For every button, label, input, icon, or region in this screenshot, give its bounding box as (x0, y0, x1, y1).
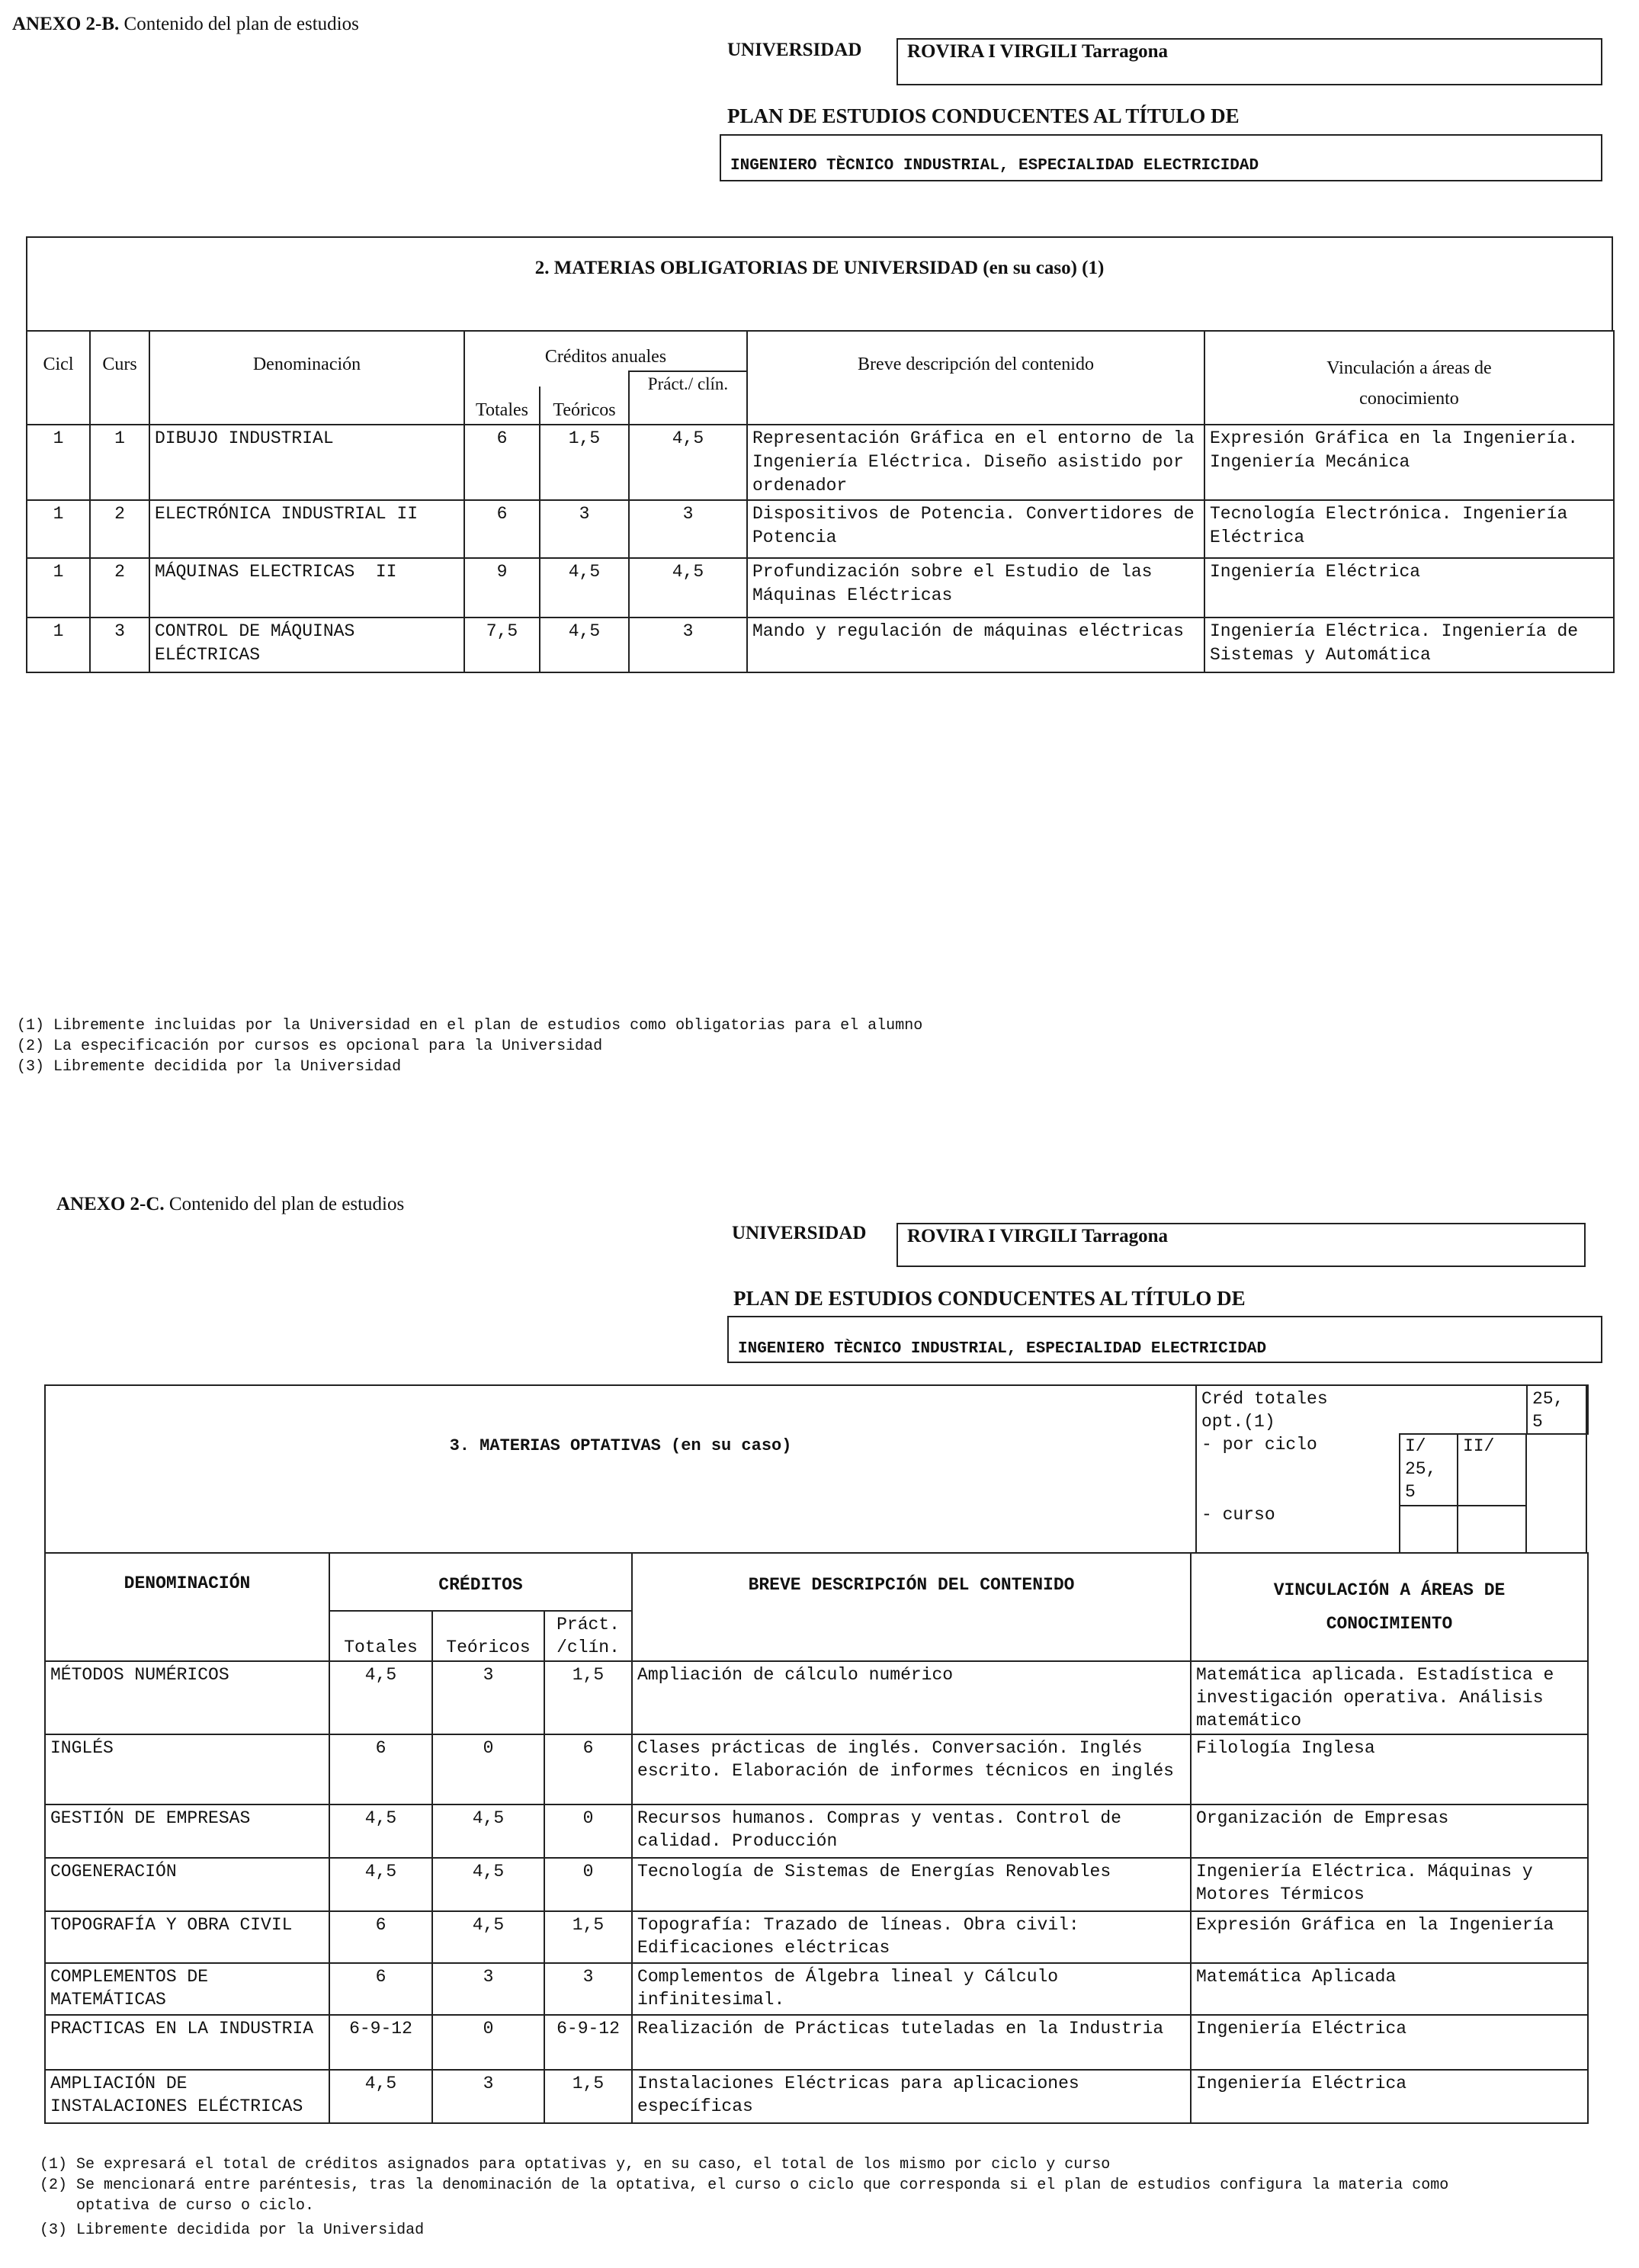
cell-teoricos: 4,5 (540, 558, 629, 618)
cell-vinculacion: Matemática Aplicada (1191, 1963, 1588, 2015)
cell-denominacion: INGLÉS (45, 1734, 329, 1804)
university-box-b (896, 38, 1602, 85)
cell-denominacion: DIBUJO INDUSTRIAL (149, 425, 464, 500)
cell-teoricos: 0 (432, 2015, 544, 2070)
cell-cicl: 1 (27, 500, 90, 558)
table-row (45, 1804, 1588, 1858)
cell-curs: 2 (90, 558, 149, 618)
cell-vinculacion: Ingeniería Eléctrica (1191, 2070, 1588, 2123)
cell-teoricos: 3 (432, 1661, 544, 1734)
cell-descripcion: Mando y regulación de máquinas eléctricas (747, 618, 1204, 672)
cell-totales: 6 (464, 500, 540, 558)
obligatorias-title-box (26, 236, 1613, 332)
cell-practicos: 4,5 (629, 558, 747, 618)
cell-vinculacion: Ingeniería Eléctrica. Ingeniería de Sistemas y Automática (1204, 618, 1614, 672)
annex-2b-subtitle: Contenido del plan de estudios (123, 14, 359, 34)
col-header-totales-c: Totales (329, 1611, 432, 1661)
col-header-vinculacion (1204, 331, 1614, 425)
degree-value-c: INGENIERO TÈCNICO INDUSTRIAL, ESPECIALIDAD ELECTRICIDAD (738, 1340, 1267, 1358)
cell-cicl: 1 (27, 558, 90, 618)
cell-denominacion: MÉTODOS NUMÉRICOS (45, 1661, 329, 1734)
table-row (27, 558, 1614, 618)
cell-curs: 1 (90, 425, 149, 500)
table-row (27, 618, 1614, 672)
col-header-teoricos: Teóricos (540, 387, 629, 425)
university-value-b: ROVIRA I VIRGILI Tarragona (907, 41, 1168, 62)
cell-teoricos: 4,5 (432, 1911, 544, 1963)
optativas-title-box (44, 1384, 1197, 1554)
degree-value-b: INGENIERO TÈCNICO INDUSTRIAL, ESPECIALIDAD ELECTRICIDAD (730, 157, 1259, 175)
cell-practicos: 4,5 (629, 425, 747, 500)
cell-denominacion: TOPOGRAFÍA Y OBRA CIVIL (45, 1911, 329, 1963)
cell-descripcion: Instalaciones Eléctricas para aplicaciones específicas (632, 2070, 1191, 2123)
cell-totales: 6-9-12 (329, 2015, 432, 2070)
cell-teoricos: 4,5 (432, 1804, 544, 1858)
cell-totales: 4,5 (329, 1804, 432, 1858)
cell-practicos: 0 (544, 1804, 632, 1858)
cell-teoricos: 4,5 (432, 1858, 544, 1911)
cell-vinculacion: Ingeniería Eléctrica (1191, 2015, 1588, 2070)
cell-totales: 9 (464, 558, 540, 618)
vinculacion-c-line1: VINCULACIÓN A ÁREAS DE (1273, 1580, 1506, 1600)
optativas-summary-box (1195, 1384, 1587, 1554)
annex-2b-header (12, 14, 359, 35)
plan-label-c: PLAN DE ESTUDIOS CONDUCENTES AL TÍTULO DE (733, 1287, 1246, 1310)
table-row (45, 1911, 1588, 1963)
cell-practicos: 3 (629, 500, 747, 558)
table-row (45, 1963, 1588, 2015)
cell-totales: 6 (329, 1734, 432, 1804)
cell-totales: 6 (329, 1911, 432, 1963)
cell-cicl: 1 (27, 618, 90, 672)
annex-2b-label: ANEXO 2-B. (12, 14, 120, 34)
col-header-curs: Curs (90, 331, 149, 425)
cred-totales-label: Créd totales opt.(1) (1201, 1389, 1328, 1432)
university-box-c (896, 1223, 1586, 1267)
curso-label: - curso (1201, 1505, 1275, 1525)
annex-2c-label: ANEXO 2-C. (56, 1194, 165, 1214)
col-header-cicl: Cicl (27, 331, 90, 425)
cell-curs: 2 (90, 500, 149, 558)
university-label-c: UNIVERSIDAD (732, 1223, 867, 1243)
footnote-b-2: (2) La especificación por cursos es opcional para la Universidad (17, 1038, 603, 1055)
degree-box-b (720, 134, 1602, 181)
table-row (45, 1734, 1588, 1804)
table-row (45, 1661, 1588, 1734)
obligatorias-title: 2. MATERIAS OBLIGATORIAS DE UNIVERSIDAD (en su caso) (1) (534, 258, 1105, 278)
cell-descripcion: Complementos de Álgebra lineal y Cálculo infinitesimal. (632, 1963, 1191, 2015)
col-header-creditos-c: CRÉDITOS (329, 1553, 632, 1611)
cell-teoricos: 1,5 (540, 425, 629, 500)
cell-practicos: 3 (544, 1963, 632, 2015)
plan-label-b: PLAN DE ESTUDIOS CONDUCENTES AL TÍTULO DE (727, 104, 1240, 127)
cell-vinculacion: Filología Inglesa (1191, 1734, 1588, 1804)
col-header-descripcion: Breve descripción del contenido (747, 331, 1204, 425)
cell-practicos: 1,5 (544, 1661, 632, 1734)
cell-vinculacion: Expresión Gráfica en la Ingeniería. Ingeniería Mecánica (1204, 425, 1614, 500)
footnote-c-1: (1) Se expresará el total de créditos asignados para optativas y, en su caso, el total de los mismo por ciclo y curso (40, 2156, 1111, 2173)
degree-box-c (727, 1316, 1602, 1363)
col-header-practicos-c: Práct. /clín. (544, 1611, 632, 1661)
annex-2c-subtitle: Contenido del plan de estudios (168, 1194, 405, 1214)
cell-descripcion: Representación Gráfica en el entorno de la Ingeniería Eléctrica. Diseño asistido por ordenador (747, 425, 1204, 500)
footnote-b-1: (1) Libremente incluidas por la Universidad en el plan de estudios como obligatorias para el alumno (17, 1017, 923, 1035)
table-row (45, 2015, 1588, 2070)
cell-cicl: 1 (27, 425, 90, 500)
obligatorias-table (26, 330, 1615, 673)
cell-descripcion: Clases prácticas de inglés. Conversación. Inglés escrito. Elaboración de informes técnicos en inglés (632, 1734, 1191, 1804)
table-row (45, 2070, 1588, 2123)
cell-descripcion: Recursos humanos. Compras y ventas. Control de calidad. Producción (632, 1804, 1191, 1858)
cell-teoricos: 0 (432, 1734, 544, 1804)
ciclo-II-value: II/ (1463, 1436, 1495, 1456)
cell-denominacion: AMPLIACIÓN DE INSTALACIONES ELÉCTRICAS (45, 2070, 329, 2123)
cell-descripcion: Dispositivos de Potencia. Convertidores de Potencia (747, 500, 1204, 558)
ciclo-I-cell (1399, 1433, 1458, 1554)
cell-totales: 7,5 (464, 618, 540, 672)
vinculacion-line2: conocimiento (1359, 389, 1459, 409)
cell-totales: 4,5 (329, 1858, 432, 1911)
por-ciclo-label: - por ciclo (1201, 1435, 1317, 1455)
cell-vinculacion: Matemática aplicada. Estadística e investigación operativa. Análisis matemático (1191, 1661, 1588, 1734)
table-row (27, 500, 1614, 558)
cell-totales: 4,5 (329, 2070, 432, 2123)
cell-descripcion: Ampliación de cálculo numérico (632, 1661, 1191, 1734)
col-header-descripcion-c: BREVE DESCRIPCIÓN DEL CONTENIDO (632, 1553, 1191, 1661)
university-label-b: UNIVERSIDAD (727, 40, 862, 60)
cell-denominacion: GESTIÓN DE EMPRESAS (45, 1804, 329, 1858)
cell-practicos: 1,5 (544, 2070, 632, 2123)
cell-denominacion: MÁQUINAS ELECTRICAS II (149, 558, 464, 618)
cell-totales: 6 (464, 425, 540, 500)
table-row (27, 425, 1614, 500)
cell-practicos: 0 (544, 1858, 632, 1911)
col-header-creditos: Créditos anuales (464, 331, 747, 371)
optativas-table (44, 1552, 1589, 2124)
cell-vinculacion: Ingeniería Eléctrica. Máquinas y Motores Térmicos (1191, 1858, 1588, 1911)
cell-descripcion: Topografía: Trazado de líneas. Obra civil: Edificaciones eléctricas (632, 1911, 1191, 1963)
cell-totales: 4,5 (329, 1661, 432, 1734)
cell-denominacion: PRACTICAS EN LA INDUSTRIA (45, 2015, 329, 2070)
cell-teoricos: 3 (432, 2070, 544, 2123)
table-row (45, 1858, 1588, 1911)
cell-vinculacion: Expresión Gráfica en la Ingeniería (1191, 1911, 1588, 1963)
cell-vinculacion: Ingeniería Eléctrica (1204, 558, 1614, 618)
cred-totales-value: 25, 5 (1532, 1389, 1564, 1432)
col-header-teoricos-c: Teóricos (432, 1611, 544, 1661)
ciclo-I-value: I/ 25, 5 (1405, 1436, 1437, 1502)
footnote-c-3: optativa de curso o ciclo. (40, 2197, 315, 2215)
col-header-totales: Totales (464, 387, 540, 425)
col-header-vinculacion-c (1191, 1553, 1588, 1661)
cell-denominacion: CONTROL DE MÁQUINAS ELÉCTRICAS (149, 618, 464, 672)
cell-teoricos: 3 (432, 1963, 544, 2015)
optativas-title: 3. MATERIAS OPTATIVAS (en su caso) (449, 1436, 792, 1455)
cell-practicos: 1,5 (544, 1911, 632, 1963)
cell-descripcion: Tecnología de Sistemas de Energías Renovables (632, 1858, 1191, 1911)
cell-teoricos: 3 (540, 500, 629, 558)
cell-practicos: 6-9-12 (544, 2015, 632, 2070)
cell-vinculacion: Tecnología Electrónica. Ingeniería Eléctrica (1204, 500, 1614, 558)
cell-practicos: 6 (544, 1734, 632, 1804)
col-header-denominacion: Denominación (149, 331, 464, 425)
cred-totales-cell (1526, 1384, 1589, 1435)
cell-teoricos: 4,5 (540, 618, 629, 672)
university-value-c: ROVIRA I VIRGILI Tarragona (907, 1226, 1168, 1246)
cell-totales: 6 (329, 1963, 432, 2015)
cell-descripcion: Profundización sobre el Estudio de las Máquinas Eléctricas (747, 558, 1204, 618)
cell-practicos: 3 (629, 618, 747, 672)
footnote-c-2: (2) Se mencionará entre paréntesis, tras la denominación de la optativa, el curso o ciclo que corresponda si el plan de estudios configura la materia como (40, 2177, 1449, 2194)
vinculacion-c-line2: CONOCIMIENTO (1326, 1614, 1453, 1634)
cell-denominacion: COGENERACIÓN (45, 1858, 329, 1911)
cell-curs: 3 (90, 618, 149, 672)
ciclo-II-cell (1457, 1433, 1527, 1554)
cell-denominacion: ELECTRÓNICA INDUSTRIAL II (149, 500, 464, 558)
vinculacion-line1: Vinculación a áreas de (1326, 358, 1492, 378)
cell-descripcion: Realización de Prácticas tuteladas en la Industria (632, 2015, 1191, 2070)
col-header-denominacion-c: DENOMINACIÓN (45, 1553, 329, 1661)
cell-denominacion: COMPLEMENTOS DE MATEMÁTICAS (45, 1963, 329, 2015)
annex-2c-header (56, 1194, 404, 1215)
cell-vinculacion: Organización de Empresas (1191, 1804, 1588, 1858)
col-header-practicos: Práct./ clín. (629, 371, 747, 425)
footnote-b-3: (3) Libremente decidida por la Universidad (17, 1058, 402, 1076)
footnote-c-4: (3) Libremente decidida por la Universidad (40, 2221, 425, 2239)
